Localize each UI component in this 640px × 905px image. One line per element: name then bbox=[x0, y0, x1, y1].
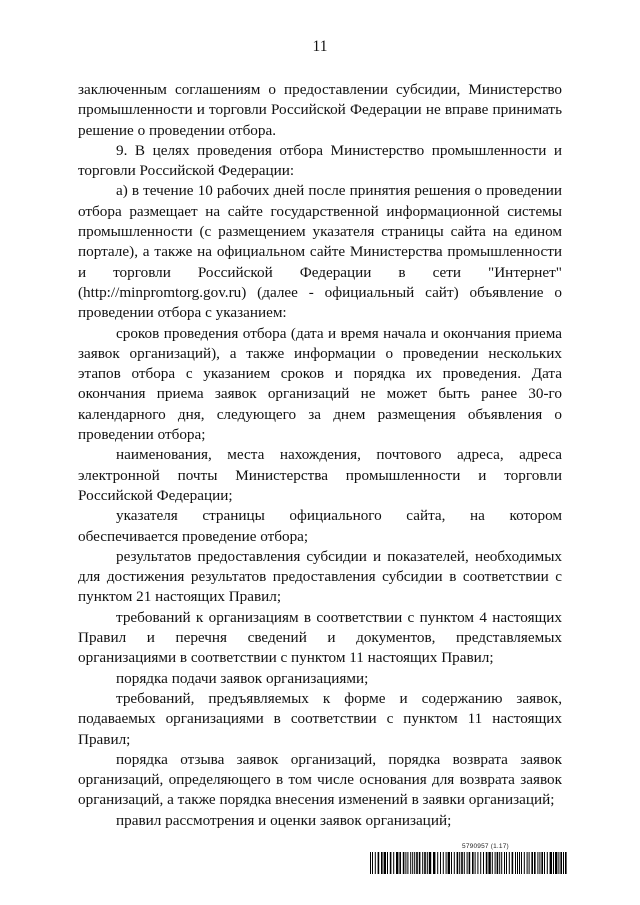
paragraph-form-requirements: требований, предъявляемых к форме и содержанию заявок, подаваемых организациями в соответствии с пунктом 11 настоящих Правил; bbox=[78, 689, 562, 748]
paragraph-site-pointer: указателя страницы официального сайта, на котором обеспечивается проведение отбора; bbox=[78, 507, 562, 545]
barcode-image bbox=[370, 852, 570, 874]
paragraph-submission-order: порядка подачи заявок организациями; bbox=[116, 669, 369, 687]
paragraph-contacts: наименования, места нахождения, почтового адреса, адреса электронной почты Министерства промышленности и торговли Российской Федерации; bbox=[78, 446, 562, 504]
paragraph-requirements: требований к организациям в соответствии с пунктом 4 настоящих Правил и перечня сведений и документов, представляемых организациями в соответствии с пунктом 11 настоящих Правил; bbox=[78, 608, 562, 667]
document-body bbox=[78, 80, 562, 831]
paragraph-results: результатов предоставления субсидии и показателей, необходимых для достижения результатов предоставления субсидии в соответствии с пунктом 21 настоящих Правил; bbox=[78, 547, 562, 606]
paragraph-item-9: 9. В целях проведения отбора Министерство промышленности и торговли Российской Федерации: bbox=[78, 141, 562, 180]
paragraph-review-rules: правил рассмотрения и оценки заявок организаций; bbox=[116, 811, 452, 829]
paragraph-subitem-a: а) в течение 10 рабочих дней после принятия решения о проведении отбора размещает на сайте государственной информационной системы промышленности (с размещением указателя страницы сайта на едином портале), а также на официальном сайте Министерства промышленности и торговли Российской Федерации в сети "Интернет" (http://minpromtorg.gov.ru) (далее - официальный сайт) объявление о проведении отбора с указанием: bbox=[78, 182, 562, 322]
paragraph-withdrawal-order: порядка отзыва заявок организаций, порядка возврата заявок организаций, определяющего в том числе основания для возврата заявок организаций, а также порядка внесения изменений в заявки организаций; bbox=[78, 750, 562, 809]
document-code: 5790957 (1.17) bbox=[462, 843, 509, 850]
page-number: 11 bbox=[312, 38, 328, 55]
paragraph-continuation: заключенным соглашениям о предоставлении субсидии, Министерство промышленности и торговли Российской Федерации не вправе принимать решение о проведении отбора. bbox=[78, 81, 562, 139]
paragraph-deadlines: сроков проведения отбора (дата и время начала и окончания приема заявок организаций), а также информации о проведении нескольких этапов отбора с указанием сроков и порядка их проведения. Дата окончания приема заявок организаций не может быть ранее 30-го календарного дня, следующего за днем размещения объявления о проведении отбора; bbox=[78, 324, 562, 444]
